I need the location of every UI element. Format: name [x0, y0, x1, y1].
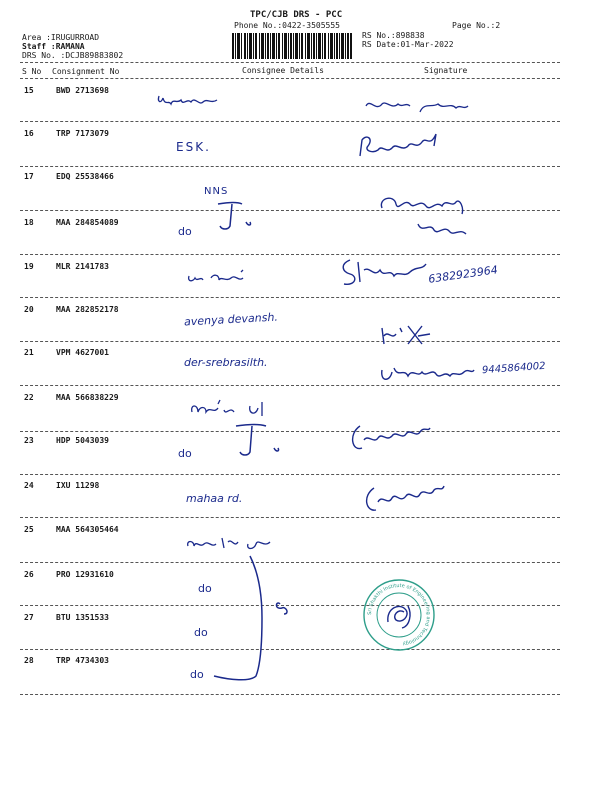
- rs-number: RS No.:898838: [362, 31, 425, 40]
- stamp-text: Sri Shakthi Institute of Engineering and Technology: [366, 582, 432, 647]
- handwritten-consignee-15: [155, 90, 225, 110]
- row-number: 28: [24, 656, 34, 665]
- consignment-number: MAA 564305464: [56, 525, 119, 534]
- consignment-number: VPM 4627001: [56, 348, 109, 357]
- row-divider: [20, 166, 560, 167]
- row-number: 25: [24, 525, 34, 534]
- handwritten-phone-21: 9445864002: [481, 360, 546, 377]
- handwritten-consignee-19: [185, 268, 255, 286]
- consignment-number: EDQ 25538466: [56, 172, 114, 181]
- handwritten-signature-21: [378, 360, 478, 388]
- handwritten-consignee-24: mahaa rd.: [186, 492, 243, 505]
- row-number: 24: [24, 481, 34, 490]
- consignment-number: TRP 7173079: [56, 129, 109, 138]
- row-divider: [20, 385, 560, 386]
- rs-date: RS Date:01-Mar-2022: [362, 40, 454, 49]
- row-divider: [20, 474, 560, 475]
- consignment-number: TRP 4734303: [56, 656, 109, 665]
- row-divider: [20, 341, 560, 342]
- consignment-number: BTU 1351533: [56, 613, 109, 622]
- handwritten-signature-16: [352, 126, 448, 162]
- handwritten-signature-24: [360, 478, 446, 518]
- handwritten-signature-20: [378, 322, 438, 348]
- row-number: 26: [24, 570, 34, 579]
- row-divider: [20, 297, 560, 298]
- handwritten-consignee-28: do: [190, 668, 204, 681]
- row-divider: [20, 210, 560, 211]
- handwritten-consignee-17: NNS: [204, 186, 229, 197]
- staff-field: Staff :RAMANA: [22, 42, 85, 51]
- phone-number: Phone No.:0422-3505555: [234, 21, 340, 30]
- page-number: Page No.:2: [452, 21, 501, 30]
- consignment-number: MAA 566838229: [56, 393, 119, 402]
- ditto-mark-23: [230, 420, 290, 460]
- row-number: 23: [24, 436, 34, 445]
- consignment-number: HDP 5043039: [56, 436, 109, 445]
- row-number: 20: [24, 305, 34, 314]
- institution-stamp: [362, 578, 436, 652]
- handwritten-signature-18: [374, 188, 474, 240]
- consignment-number: MAA 284854089: [56, 218, 119, 227]
- row-divider: [20, 517, 560, 518]
- consignment-number: MAA 282852178: [56, 305, 119, 314]
- handwritten-consignee-23: do: [178, 447, 192, 460]
- row-divider: [20, 121, 560, 122]
- row-number: 15: [24, 86, 34, 95]
- barcode-image: [232, 33, 352, 59]
- col-signature: Signature: [424, 66, 468, 75]
- header-divider-top: [20, 62, 560, 63]
- row-number: 27: [24, 613, 34, 622]
- row-number: 22: [24, 393, 34, 402]
- consignment-number: PRO 12931610: [56, 570, 114, 579]
- handwritten-consignee-16: ESK.: [176, 140, 211, 154]
- handwritten-signature-23: [346, 418, 436, 458]
- consignment-number: MLR 2141783: [56, 262, 109, 271]
- report-title: TPC/CJB DRS - PCC: [250, 10, 343, 20]
- row-divider: [20, 254, 560, 255]
- col-sno: S No: [22, 67, 42, 76]
- col-consignment: Consignment No: [52, 67, 120, 76]
- area-field: Area :IRUGURROAD: [22, 33, 100, 42]
- handwritten-consignee-22: [188, 398, 280, 420]
- handwritten-consignee-21: der-srebrasilth.: [184, 356, 268, 369]
- consignment-number: BWD 2713698: [56, 86, 109, 95]
- consignment-number: IXU 11298: [56, 481, 100, 490]
- ditto-bracket-26-28: [210, 548, 310, 688]
- handwritten-consignee-20: avenya devansh.: [183, 310, 279, 329]
- row-number: 16: [24, 129, 34, 138]
- handwritten-signature-19: [336, 256, 430, 290]
- header-divider-bottom: [20, 78, 560, 79]
- row-number: 19: [24, 262, 34, 271]
- row-number: 21: [24, 348, 34, 357]
- ditto-mark-18: [208, 198, 258, 234]
- handwritten-consignee-26: do: [198, 582, 212, 595]
- handwritten-consignee-18: do: [178, 225, 192, 238]
- row-divider: [20, 694, 560, 695]
- col-consignee: Consignee Details: [242, 66, 324, 75]
- handwritten-phone-19: 6382923964: [427, 263, 499, 286]
- handwritten-consignee-27: do: [194, 626, 208, 639]
- row-number: 18: [24, 218, 34, 227]
- handwritten-signature-15: [362, 94, 472, 122]
- row-divider: [20, 431, 560, 432]
- row-number: 17: [24, 172, 34, 181]
- drs-number: DRS No. :DCJB89883802: [22, 51, 124, 60]
